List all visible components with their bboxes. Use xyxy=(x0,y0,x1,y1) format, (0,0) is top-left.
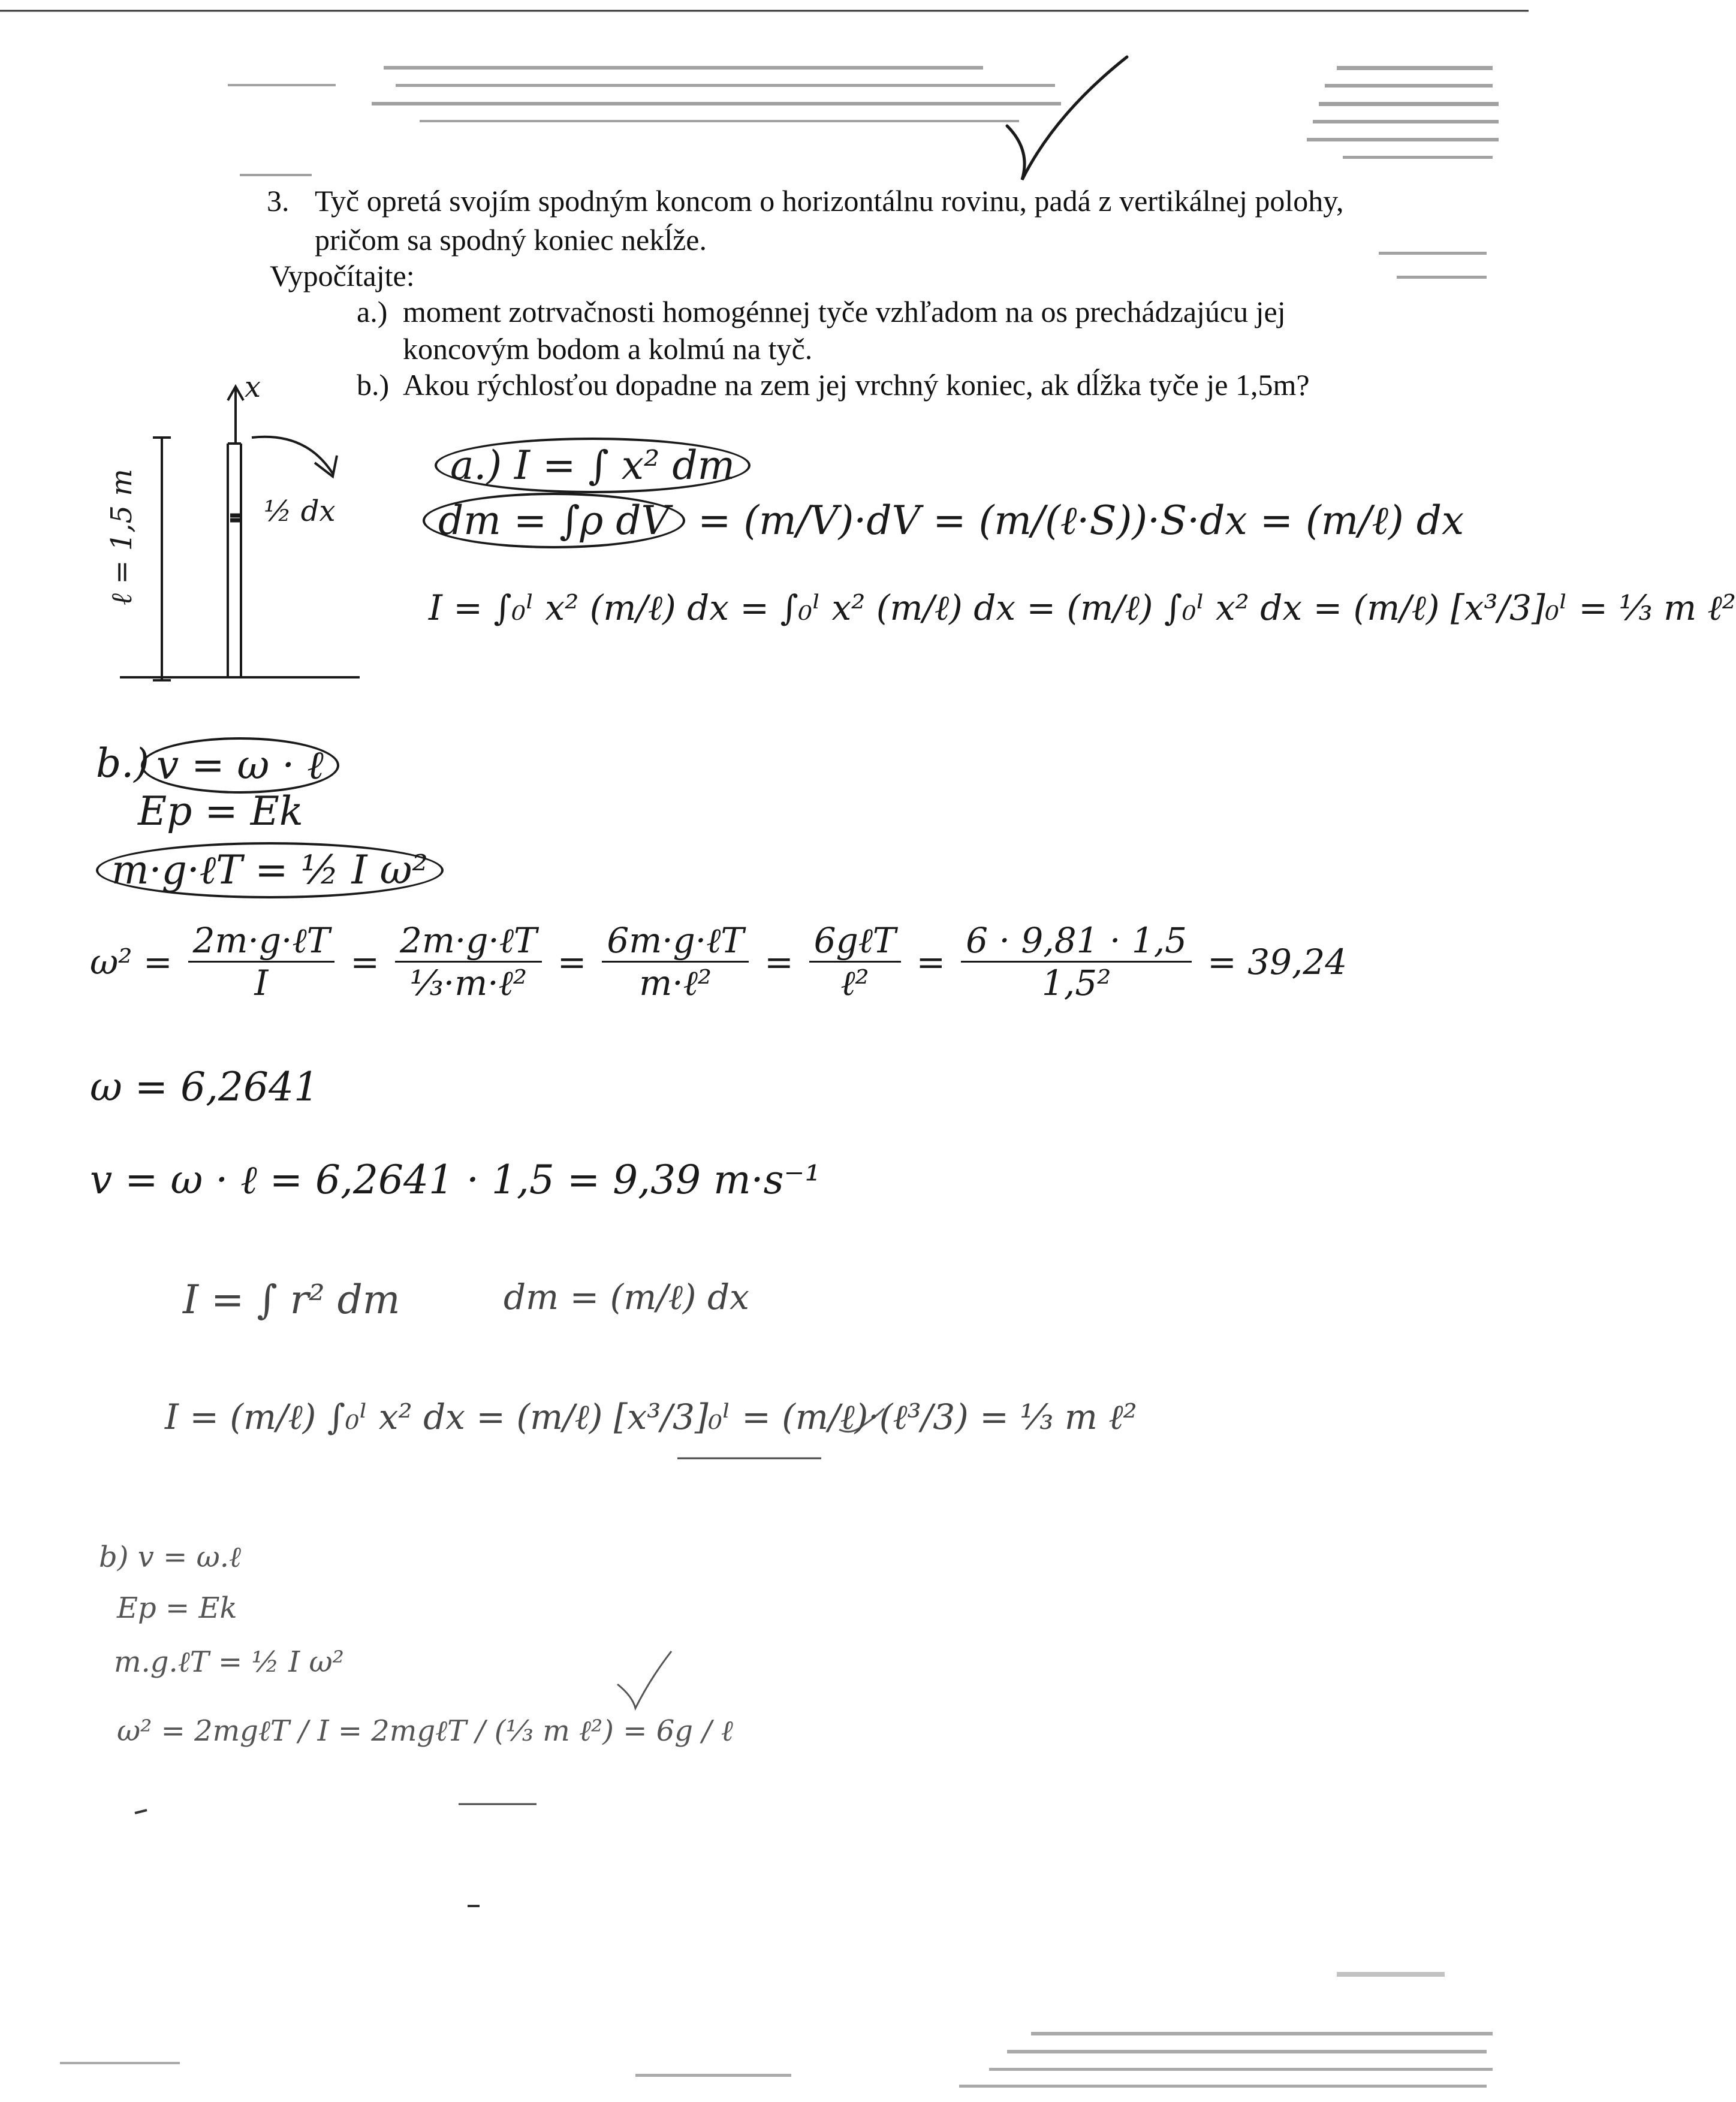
task-b-line-1: Akou rýchlosťou dopadne na zem jej vrchný koniec, ak dĺžka tyče je 1,5m? xyxy=(403,368,1310,402)
rod-sketch xyxy=(120,387,360,680)
solution-b-eq4 xyxy=(90,920,1347,1003)
rod-length-label: ℓ = 1,5 m xyxy=(105,469,138,605)
equals-sign: = xyxy=(764,941,794,982)
fraction-4 xyxy=(809,920,901,1003)
pencil-check-2 xyxy=(617,1651,671,1708)
pencil-eq1: I = ∫ r² dm xyxy=(183,1277,400,1323)
problem-line-2: pričom sa spodný koniec nekĺže. xyxy=(315,223,707,257)
solution-b-eq3: m·g·ℓT = ½ I ω² xyxy=(96,842,444,898)
scan-noise-bottom xyxy=(60,2032,1493,2088)
fraction-4-num: 6gℓT xyxy=(809,920,901,963)
element-label: ½ dx xyxy=(264,494,336,528)
fraction-5-num: 6 · 9,81 · 1,5 xyxy=(961,920,1192,963)
fraction-5 xyxy=(961,920,1192,1003)
pencil-eq4: b) v = ω.ℓ xyxy=(99,1540,241,1574)
pencil-eq2: dm = (m/ℓ) dx xyxy=(504,1277,749,1317)
solution-a-eq2-rest: = (m/V)·dV = (m/(ℓ·S))·S·dx = (m/ℓ) dx xyxy=(698,497,1464,544)
equals-sign: = xyxy=(350,941,379,982)
pencil-eq7: ω² = 2mgℓT / I = 2mgℓT / (⅓ m ℓ²) = 6g / ℓ xyxy=(117,1714,733,1748)
solution-a-eq2 xyxy=(423,497,1464,544)
omega-squared-result: = 39,24 xyxy=(1207,941,1348,982)
task-b-label: b.) xyxy=(357,368,390,402)
solution-a-eq2-boxed: dm = ∫ρ dV xyxy=(423,493,685,548)
fraction-3 xyxy=(602,920,749,1003)
omega-squared-lhs: ω² = xyxy=(90,941,173,982)
fraction-4-den: ℓ² xyxy=(840,963,869,1003)
fraction-3-den: m·ℓ² xyxy=(639,963,712,1003)
problem-number: 3. xyxy=(267,184,290,218)
fraction-2-num: 2m·g·ℓT xyxy=(395,920,542,963)
solution-b-eq5: ω = 6,2641 xyxy=(90,1064,320,1110)
fraction-1-den: I xyxy=(254,963,269,1003)
fraction-1-num: 2m·g·ℓT xyxy=(188,920,335,963)
pencil-eq3: I = (m/ℓ) ∫₀ˡ x² dx = (m/ℓ) [x³/3]₀ˡ = (m/ℓ)·(ℓ³/3) = ⅓ m ℓ² xyxy=(165,1397,1137,1437)
equals-sign: = xyxy=(557,941,587,982)
pencil-eq5: Ep = Ek xyxy=(117,1591,237,1625)
solution-a-eq1: a.) I = ∫ x² dm xyxy=(435,438,751,493)
equals-sign: = xyxy=(916,941,946,982)
solution-b-eq6: v = ω · ℓ = 6,2641 · 1,5 = 9,39 m·s⁻¹ xyxy=(90,1157,821,1203)
problem-prompt: Vypočítajte: xyxy=(270,259,415,292)
task-a-line-1: moment zotrvačnosti homogénnej tyče vzhľadom na os prechádzajúcu jej xyxy=(403,295,1286,328)
check-mark-top xyxy=(1007,57,1127,180)
solution-b-eq2: Ep = Ek xyxy=(138,788,303,834)
solution-a-eq3: I = ∫₀ˡ x² (m/ℓ) dx = ∫₀ˡ x² (m/ℓ) dx = (m/ℓ) ∫₀ˡ x² dx = (m/ℓ) [x³/3]₀ˡ = ⅓ m ℓ² xyxy=(429,587,1736,628)
task-a-line-2: koncovým bodom a kolmú na tyč. xyxy=(403,332,813,366)
fraction-3-num: 6m·g·ℓT xyxy=(602,920,749,963)
fraction-1 xyxy=(188,920,335,1003)
axis-label: x xyxy=(245,370,261,404)
fraction-2 xyxy=(395,920,542,1003)
pencil-eq6: m.g.ℓT = ½ I ω² xyxy=(114,1645,344,1679)
problem-line-1: Tyč opretá svojím spodným koncom o horizontálnu rovinu, padá z vertikálnej polohy, xyxy=(315,184,1344,218)
solution-b-eq1: v = ω · ℓ xyxy=(141,737,339,794)
solution-b-label: b.) xyxy=(96,740,149,786)
task-a-label: a.) xyxy=(357,295,388,328)
fraction-5-den: 1,5² xyxy=(1041,963,1111,1003)
fraction-2-den: ⅓·m·ℓ² xyxy=(409,963,528,1003)
